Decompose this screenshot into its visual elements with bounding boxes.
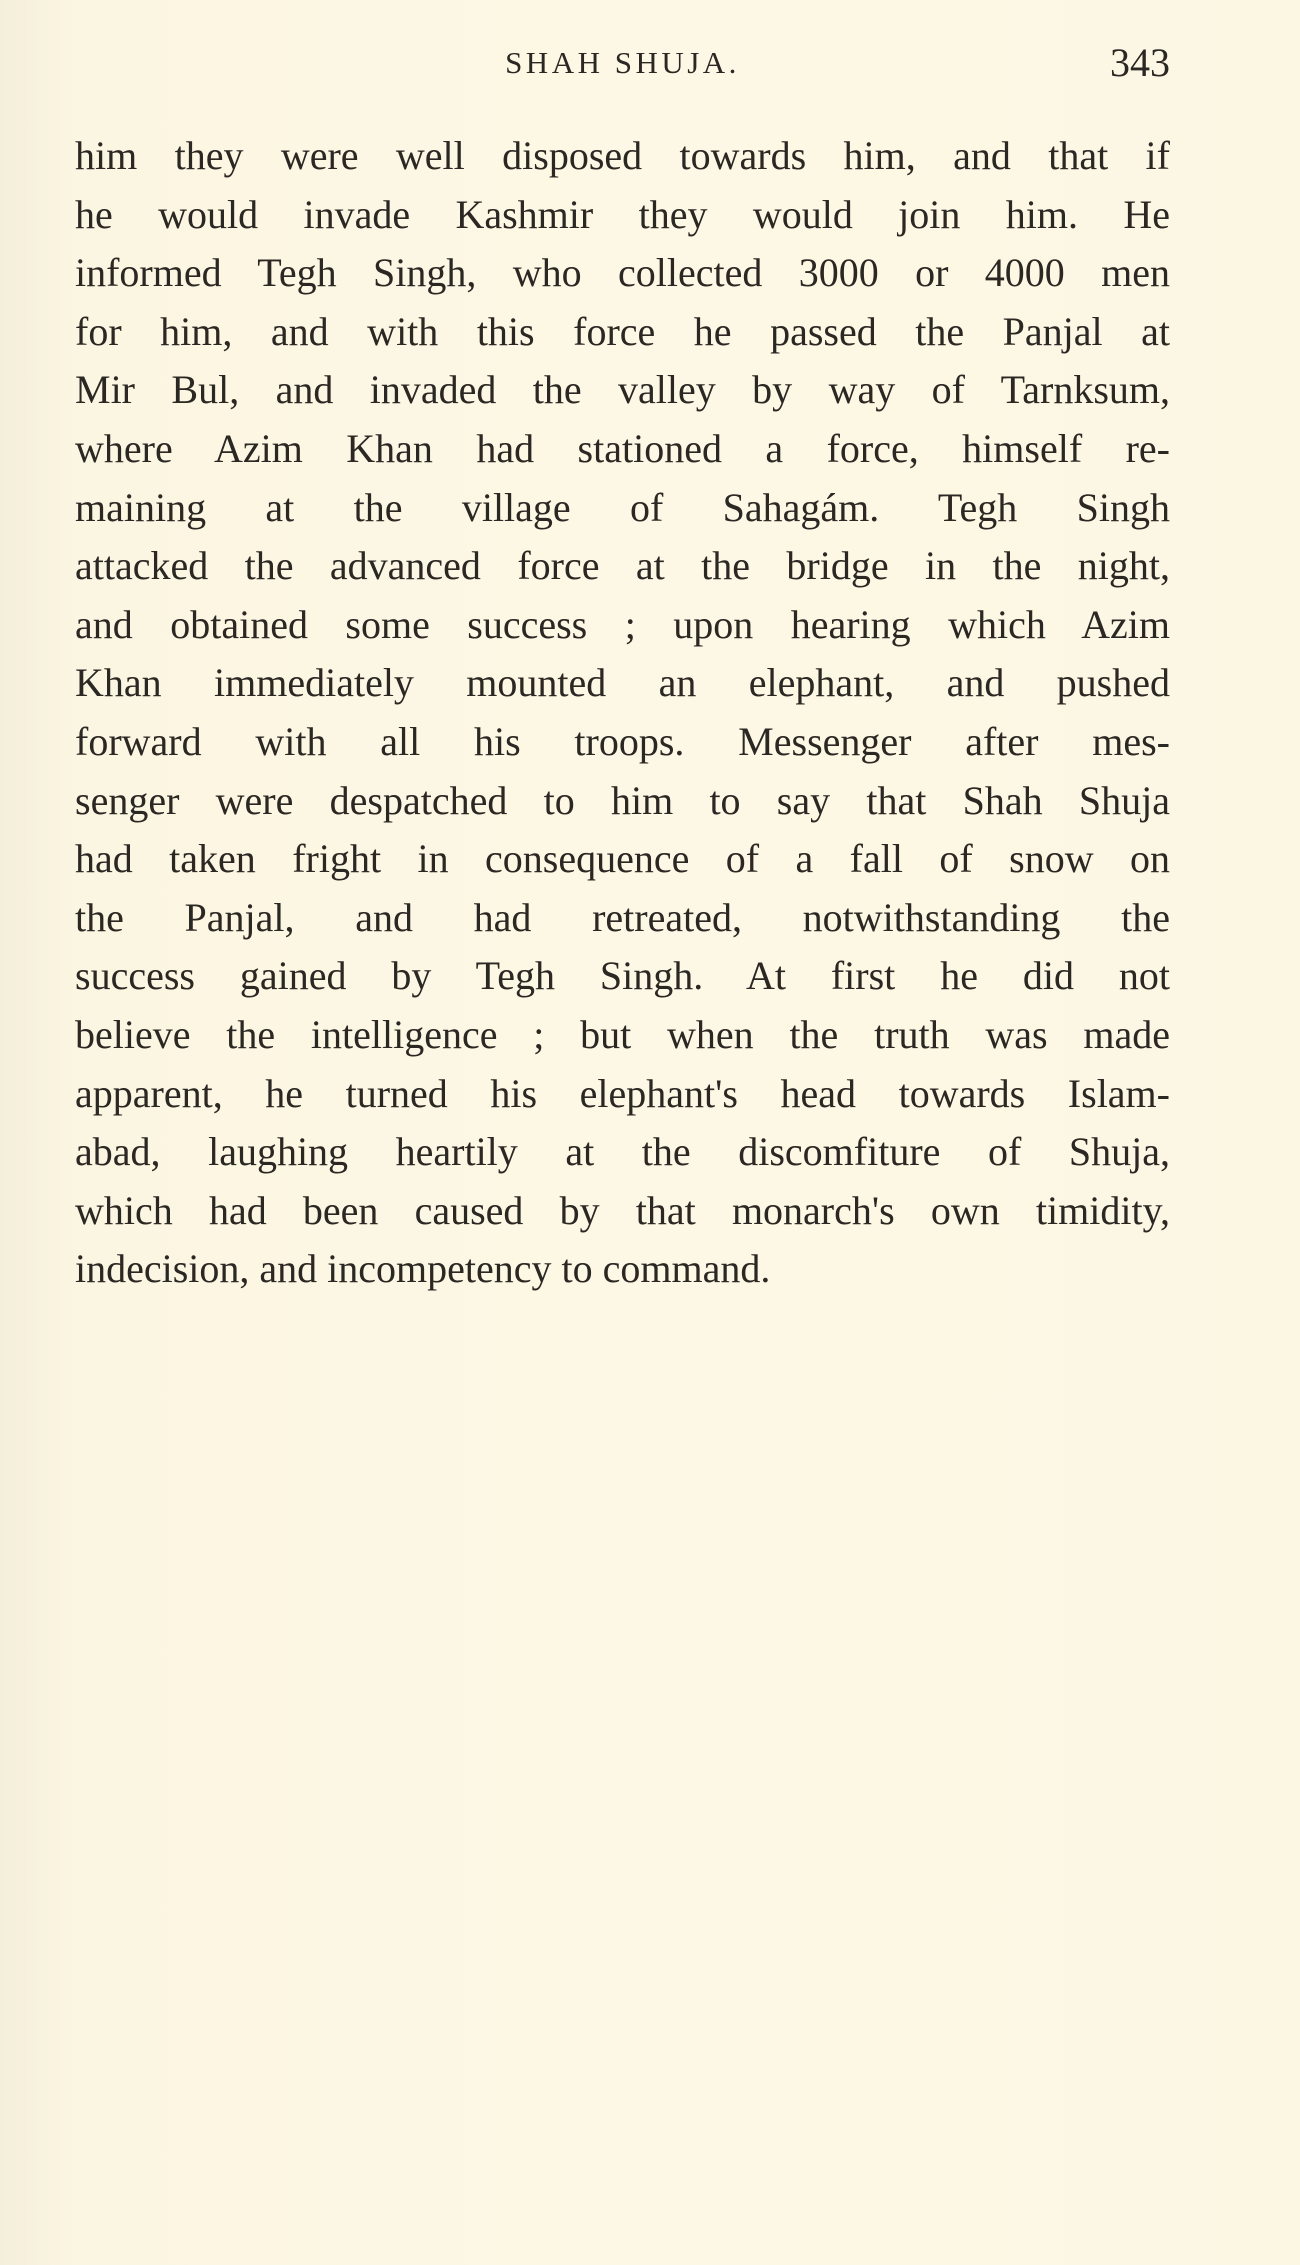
text-line: attacked the advanced force at the bridge in the night,	[75, 543, 1170, 589]
text-line: Mir Bul, and invaded the valley by way of Tarnksum,	[75, 367, 1170, 413]
text-line: senger were despatched to him to say that Shah Shuja	[75, 777, 1170, 823]
running-title: SHAH SHUJA.	[505, 45, 740, 80]
text-line: for him, and with this force he passed the Panjal at	[75, 308, 1170, 354]
text-line: success gained by Tegh Singh. At first he did not	[75, 953, 1170, 999]
text-line: forward with all his troops. Messenger after mes-	[75, 718, 1170, 764]
text-line: believe the intelligence ; but when the truth was made	[75, 1011, 1170, 1057]
text-line: the Panjal, and had retreated, notwithstanding the	[75, 894, 1170, 940]
text-line: apparent, he turned his elephant's head towards Islam-	[75, 1070, 1170, 1116]
text-line: maining at the village of Sahagám. Tegh Singh	[75, 484, 1170, 530]
text-line: him they were well disposed towards him, and that if	[75, 133, 1170, 178]
text-line: and obtained some success ; upon hearing which Azim	[75, 601, 1170, 647]
running-head	[75, 38, 1170, 88]
text-line: where Azim Khan had stationed a force, himself re-	[75, 425, 1170, 471]
text-line: indecision, and incompetency to command.	[75, 1246, 771, 1292]
text-line: Khan immediately mounted an elephant, and pushed	[75, 660, 1170, 706]
page-number: 343	[1110, 40, 1170, 85]
text-line: informed Tegh Singh, who collected 3000 or 4000 men	[75, 250, 1170, 296]
text-line: had taken fright in consequence of a fall of snow on	[75, 836, 1170, 882]
text-line: which had been caused by that monarch's own timidity,	[75, 1187, 1170, 1233]
text-line: abad, laughing heartily at the discomfiture of Shuja,	[75, 1129, 1170, 1175]
body-text	[75, 127, 1170, 1299]
text-line: he would invade Kashmir they would join him. He	[75, 191, 1170, 237]
